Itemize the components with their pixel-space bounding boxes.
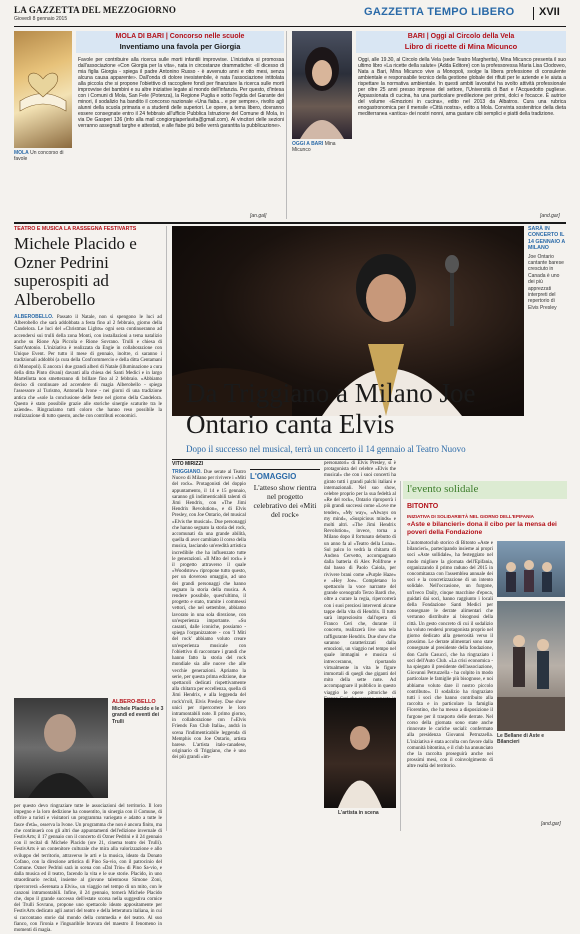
solidale-body: L'automotoclub storico di Bitonto «Aste e bilancieri», partecipando insieme ai propri soci «Aste sollidale», ha festeggiato nel modo migliore la giornata dell'Epifania, organizzando il primo raduno del 2015 in concomitanza con l'assemblea annuale dei soci e la concretizzazione di un intento solidale. Nell'occasione, un furgone, un'Iveco Daily, cinque macchine d'epoca, guidati dai soci, hanno raggiunto i locali della Fondazione Santi Medici per consegnare le derrate alimentari che verranno distribuite ai bisognosi della città. Un gesto concreto di cui il sodalizio ha voluto rendersi protagonista proprio nel giorno dedicato alla generosità verso il prossimo. Le derrate alimentari sono state consegnate al presidente della fondazione, don Carlo Casucci, che ha ringraziato i soci dell'Auto Club. «La crisi economica - ha spiegato il presidente dell'associazione, Giovanni Petruzzella - ha colpito in modo particolare le famiglie più bisognose, e noi abbiamo voluto dare il nostro piccolo contributo». Il sodalizio ha ringraziato tutti i soci che hanno contribuito alla raccolta e in particolare la famiglia Fiorentino, che ha messo a disposizione il furgone per il trasporto delle derrate. Nel corso della giornata sono state anche rinnovate le cariche sociali: confermato alla presidenza Giovanni Petruzzella. L'iniziativa è stata accolta con favore dalla comunità bitontina, e il club ha annunciato che la raccolta proseguirà anche nei prossimi mesi, con il coinvolgimento di altre realtà del territorio.	[407, 541, 493, 770]
issue-date: Giovedì 8 gennaio 2015	[14, 16, 68, 22]
main-author: VITO MIRIZZI	[172, 461, 204, 467]
solidale-sign: [and.gar]	[541, 821, 561, 827]
top-left-sign: [an.gal]	[250, 213, 267, 219]
left-story-dateline: ALBEROBELLO.	[14, 314, 54, 320]
main-col2: personatori» di Elvis Presley, si è protagonista del celebre «Elvis the musical» che con i suoi concerti ha girato tutti i grandi palchi italiani e internazionali. Nel suo show, celebre proprio per la sua fedeltà al «Re del rock», Ontario riproporrà i più grandi successi come «Love me tender», «My way», «Always on my mind», «Suspicious minds» e molti altri. «The Jimi Hendrix Revolution», invece, torna a Milano dopo il fortunato debutto di un anno fa al «Teatro della Luna». Sul palco lo vedrà la chitarra di Andrea Cervetto, accompagnato dalla batteria di Alex Polifrone e dal basso di Paolo Caiola, per rivivere brani come «Purple Haze» e «Hey Joe». Completano lo spettacolo la voce narrante del grande scenografo Terzo Bardi che, oltre a curare la regia, ripercorrerà con i suoi preziosi interventi alcune tappe della vita di Hendrix. Il tutto sarà impreziosito dall'opera di Franco Ceri che, durante il concerto, realizzerà live una tela raffigurante Hendrix. Due show che saranno caratterizzati dalla emozioni, un viaggio nel tempo nel quale immagini e musica si intrecceranno, riportando virtualmente in vita le figure immortali di quegli due giganti del mito della sette note. Ad accompagnare il pubblico in questo viaggio le opere pittoriche di	[324, 461, 396, 696]
omaggio-box	[250, 469, 320, 526]
placido-silhouette	[14, 698, 108, 798]
solidale-title: «Aste e bilancieri» dona il cibo per la mensa dei poveri della Fondazione	[407, 521, 557, 536]
stage-photo	[324, 698, 396, 808]
bilancieri-photo-caption: Le Bellane di Aste e Bilancieri	[497, 733, 545, 745]
book-heart-icon	[14, 31, 72, 148]
page-number: XVII	[539, 6, 560, 18]
top-right-sign: [and.gar]	[540, 213, 560, 219]
favola-photo-caption: MOLA Un concorso di favole	[14, 150, 64, 162]
left-story-title: Michele Placido e Ozner Pedrini superospiti ad Alberobello	[14, 234, 137, 309]
favola-photo	[14, 31, 72, 148]
left-story-text1: Passato il Natale, non si spengono le luci ad Alberobello che sarà addobbata a festa fino al 2 febbraio, giorno della Candelora. Le luci del «Christmas Lights» ogni sera continueranno ad accendersi sui trulli della zona Monti, con installazioni a tema natalizio anche su Rione Aja Piccola e Rione Sovrano. Trulli e chiesa di Sant'Antonio. L'iniziativa è realizzata da Engie in collaborazione con Unique Event. Per tutto il mese di gennaio, inoltre, ci saranno i tradizionali addobbi (a cura della Confcommercio e della ditta Centamani di Monopoli). E ancora i due grandi alberi di Natale (illuminazione a cura della ditta Pinto divani) davanti alla chiesa dei Santi Medici e in largo Martellotta non smetteranno di brillare fino al 2 febbraio. «Abbiamo deciso di continuare ad accendere di magia Alberobello - spiega l'assessore al Turismo, Antonella Ivone - nei giorni di una tradizione antica che «sole la conclusione delle feste nel giorno della Candelora. Questo è stato possibile grazie alle storiche sinergie scaturite tra le aziende». Ringraziamo tutti coloro che hanno reso possibile la realizzazione di tutto questo, anche con contributi economici.	[14, 315, 162, 420]
paper-name: LA GAZZETTA DEL MEZZOGIORNO	[14, 5, 177, 15]
omaggio-kicker: L'OMAGGIO	[250, 472, 297, 481]
omaggio-text: L'atteso show rientra nel progetto celebrativo dei «Miti del rock»	[253, 483, 317, 519]
portrait-silhouette	[292, 31, 352, 139]
section-title: GAZZETTA TEMPO LIBERO	[364, 6, 515, 18]
micunco-photo-caption: OGGI A BARI Mina Micunco	[292, 141, 336, 153]
solidale-banner: l'evento solidale	[407, 483, 479, 495]
solidale-kicker: INIZIATIVA DI SOLIDARIETÀ NEL GIORNO DELL'EPIFANIA	[407, 514, 534, 519]
bilancieri-photo-top	[497, 541, 565, 597]
left-story-kicker: TEATRO E MUSICA LA RASSEGNA FESTIVARTS	[14, 226, 137, 232]
top-left-story	[14, 31, 287, 219]
micunco-photo	[292, 31, 352, 139]
stage-photo-caption: L'artista in scena	[338, 810, 379, 816]
top-right-title: Libro di ricette di Mina Micunco	[404, 42, 518, 51]
page-divider	[533, 7, 534, 20]
elvis-photo-caption: SARÀ IN CONCERTO IL 14 GENNAIO A MILANO Joe Ontario cantante barese cresciuto in Canada è uno dei più apprezzati interpreti del repertorio di Elvis Presley	[528, 226, 565, 311]
left-story-body1	[14, 314, 162, 692]
top-section-rule	[14, 222, 566, 224]
top-left-body: Favole per contribuire alla ricerca sulle morti infantili improvvise. L'iniziativa si promossa dall'associazione «Con Giorgia per la vita», nata in circostanze drammatiche: «Il dicesso di mia figlia Giorgia - spiega il padre Antonino Russo - è avvenuto anni e otto mesi, senza alcuna causa apparente». Dall'onda di dolore inesistenbile, è nata l'associazione intitolata alla piccola che si propone l'obiettivo di raccogliere fondi per finanziare la ricerca sulle morti improvvise dei bambini e su altre iniziative legate al mondo dell'infanzia. Per questo, d'intesa con i Comuni di Mola, San Fele (Potenza), la Regione Puglia e sotto l'egida del Garante dei minori, il sodalizio ha bandito il concorso nazionale «Una fiaba... e per sempre», rivolto agli alunni della scuola primaria e a studenti delle superiori. Le opere, a tema libero, dovranno essere consegnate entro il 24 febbraio all'ufficio Pubblica Istruzione del Comune di Mola, in via De Gasperi 136 (info alla mail congiorgiaperlavita@gmail.com). Ai vincitori delle sezioni verranno assegnati targhe e attestati, e alle fiabe più belle verrà garantita la pubblicazione».	[78, 57, 284, 129]
main-title: Da Triggiano a Milano Joe Ontario canta Elvis	[186, 378, 476, 439]
solidale-story	[400, 481, 567, 831]
top-left-title: Inventiamo una favola per Giorgia	[119, 42, 241, 51]
placido-photo	[14, 698, 108, 798]
solidale-place: BITONTO	[407, 503, 439, 510]
main-subtitle-rule	[172, 459, 392, 460]
top-left-kicker: MOLA DI BARI | Concorso nelle scuole	[115, 33, 245, 40]
top-right-body: Oggi, alle 19.30, al Circolo della Vela (sede Teatro Margherita), Mina Micunco presenta il suo ultimo libro «La ricette della salute» (Adda Editore) con la professoressa Maria Lisa Clodoveo, Nata a Bari, Mina Micunco vive a Monopoli, svolge la libera professione di consulente ambientale e responsabile tecnico della gestione globale dei rifiuti per le aziende e le aiuta a rispettare la normativa ambientale. In questi ambiti lavorativi ha svolto attività professionale per oltre 25 anni presso imprese del settore, l'Università di Bari e l'Acquedotto pugliese. Appassionata di cucina, ha una particolare predilezione per primi, dolci e focacce. È autrice del volume «Emozioni in cucina», edito nel 2013 da Albatros. Cura una rubrica enogastronomica per il mensile «Città nostra», edito a Mola. Convinta sostenitrice della dieta mediterranea «antica» dei nostri nonni, ama gustare cibi semplici e piatti della tradizione.	[358, 57, 566, 117]
top-right-story	[292, 31, 566, 219]
left-story-body2: per questo devo ringraziare tutte le associazioni del territorio. Il loro impegno e la loro dedizione ha consentito, in sinergia con il Comune, di offrire a turisti e visitatori un programma variegato e adatto a tutte le fasce d'età», osserva la Ivone. Un programma che non è ancora finito, ma che continuerà con gli altri due appuntamenti dell'edizione invernale di FestivArts; il 17 gennaio con il concerto di Ozner Pedrini e il 24 gennaio con il recital di Michele Placido (ore 21, cinema teatro dei Trulli). FestivArts è un contenitore culturale che mira alla valorizzazione e allo sviluppo del territorio, attraverso le arti e la musica, ideato da Donato Cofano, con la direzione artistica di Pino Sa-vio, con il patrocinio del Comune. Ozner Pedrini sarà in scena con «Dal Trio» di Pino Sa-vio, e dalla musica ed il teatro, facendo la vita e le sue storie. Placido, in uno straordinario recital, insieme al giovane talentuoso Simone Zoni, ripercorrerà «Serenata a Elvis», un viaggio nel tempo di un mito, con le canzoni intramontabili. Infine, il 24 gennaio, tornerà Michele Placido che, dopo il grande successo dell'estate scorsa nella suggestiva cornice del Trulli Sovrano, propone uno spettacolo ideato appositamente per FestivArts dedicato agli autori del teatro e della letteratura italiana, in cui si raccontano storie dal mondo della commedia e del teatro. Al suo fianco, con l'ironia e l'inguaribile bravura del maestro il fenomeno in momenti di magia.	[14, 804, 162, 934]
main-dateline: TRIGGIANO.	[172, 469, 202, 475]
top-right-kicker: BARI | Oggi al Circolo della Vela	[407, 33, 515, 40]
stage-performer	[324, 698, 396, 808]
main-col1-text: Due serate al Teatro Nuovo di Milano per rivivere i «Miti del rock». Protagonisti del doppio appuntamento, il 14 e 15 gennaio, saranno gli indimenticabili talenti di Jimi Hendrix, con «The Jimi Hendrix Revolution», e di Elvis Presley, con Joe Ontario, del musical «Elvis the musical». Due personaggi che hanno segnato la storia del rock, accomunati da una grande abilità, quella di aver cambiato il corso della musica, lasciando un'eredità artistica incredibile che ha influenzato tutte le generazioni. «Il Mito del rock» è il progetto attraverso il quale «Woodstow» ripropone tutto questo, per un doveroso omaggio, ad uno dei grandi personaggi che hanno segnato la storia della musica. A rendere possibile, quest'ultimo, il progetto e stato, tramite i commessi vettori, che nel settembre, abbiamo lavorato in una sola direzione, con un'esperienza importante. «Su casanti, dalle iconiche, possiamo - spiega l'organizzatore - con 'I Miti del rock' abbiamo voluto creare un'esperienza musicale con l'obiettivo di raccontare i grandi che hanno fatto la storia del rock mondiale sia alle nuove che alle vecchie generazioni. Apriamo la serie, per questa prima edizione, due spettacoli dedicati rispettivamente alla chitarra per eccellenza, quella di Jimi Hendrix, e alla leggenda del rock'n'roll, Elvis Presley. Due show unici per ripercorrere le loro intramontabili note. Il primo giorno, in collaborazione con l'«Elvis Friends Fan Club Italia», andrà in scena l'indimenticabile leggenda di Memphis con Joe Ontario, artista barese. L'artista italo-canadese, originario di Triggiano, che è uno dei più grandi «im-	[172, 470, 246, 761]
main-col1	[172, 469, 246, 831]
masthead	[14, 4, 566, 27]
crowd-group	[497, 541, 565, 597]
bilancieri-photo-bottom	[497, 601, 565, 731]
placido-photo-caption: ALBERO-BELLO Michele Placido e le 3 grandi ed eventi dei Trulli	[112, 699, 164, 725]
bilancieri-group	[497, 601, 565, 731]
left-story	[14, 226, 167, 934]
main-subtitle: Dopo il successo nel musical, terrà un concerto il 14 gennaio al Teatro Nuovo	[186, 444, 466, 454]
